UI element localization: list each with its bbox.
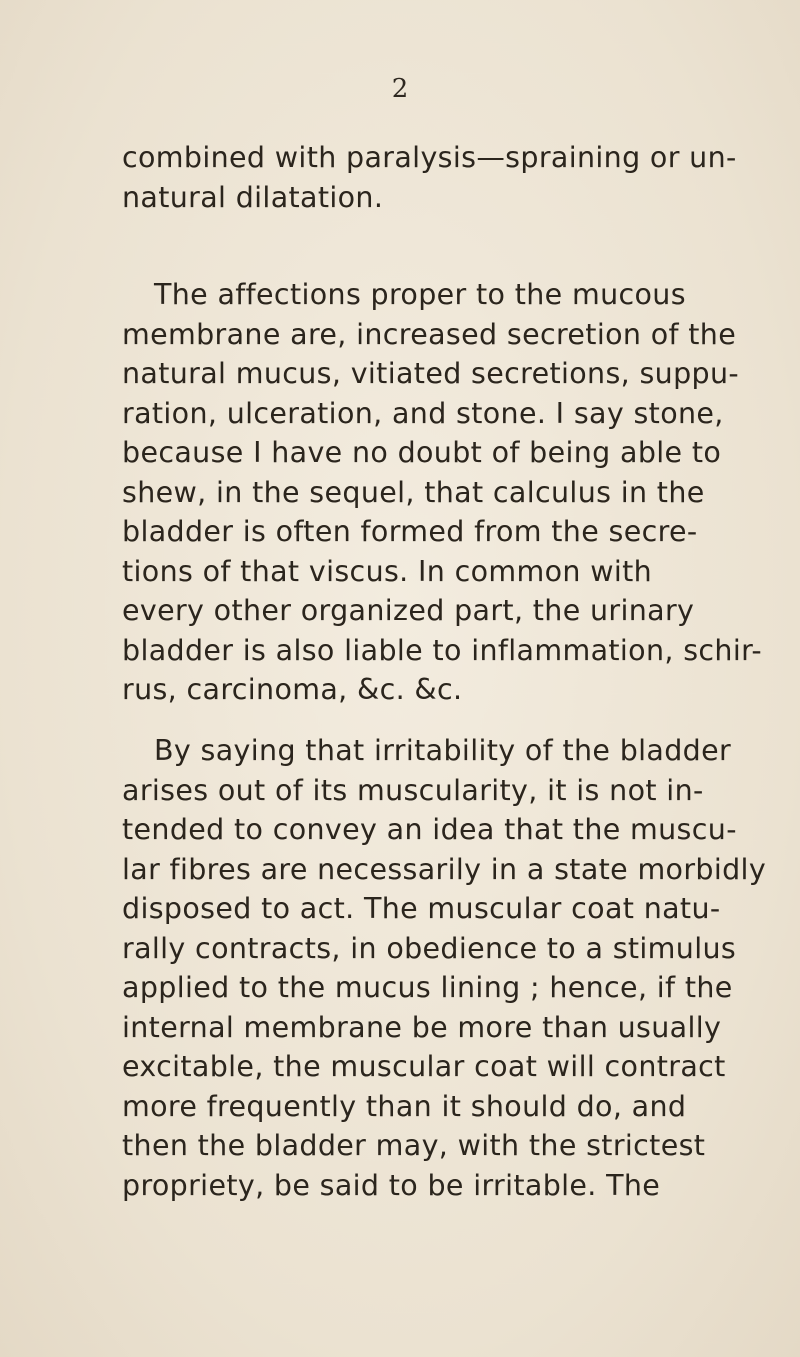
text-line: then the bladder may, with the strictest: [122, 1129, 706, 1162]
text-line: disposed to act. The muscular coat natu-: [122, 892, 721, 925]
text-line: By saying that irritability of the bladder: [154, 734, 732, 767]
text-line: bladder is often formed from the secre-: [122, 515, 698, 548]
text-line: arises out of its muscularity, it is not in-: [122, 773, 704, 807]
text-line: combined with paralysis—spraining or un-: [122, 141, 737, 174]
text-line: bladder is also liable to inflammation, schir-: [122, 633, 762, 667]
text-line: more frequently than it should do, and: [122, 1089, 687, 1123]
paragraph-2: [122, 275, 800, 710]
text-line: tended to convey an idea that the muscu-: [122, 813, 737, 846]
text-line: shew, in the sequel, that calculus in the: [122, 475, 705, 509]
text-line: tions of that viscus. In common with: [122, 554, 653, 588]
text-line: rally contracts, in obedience to a stimulus: [122, 931, 737, 965]
page-number: 2: [391, 74, 409, 104]
text-line: excitable, the muscular coat will contract: [122, 1050, 726, 1083]
text-line: rus, carcinoma, &c. &c.: [122, 673, 463, 706]
text-line: internal membrane be more than usually: [122, 1010, 722, 1044]
text-line: ration, ulceration, and stone. I say stone,: [122, 396, 724, 430]
paragraph-1: [122, 138, 800, 217]
text-line: because I have no doubt of being able to: [122, 436, 722, 469]
text-line: natural mucus, vitiated secretions, suppu-: [122, 357, 740, 390]
text-line: propriety, be said to be irritable. The: [122, 1168, 661, 1202]
text-line: The affections proper to the mucous: [154, 278, 686, 311]
text-line: membrane are, increased secretion of the: [122, 317, 737, 351]
text-line: every other organized part, the urinary: [122, 594, 695, 627]
text-line: applied to the mucus lining ; hence, if the: [122, 971, 733, 1004]
text-line: natural dilatation.: [122, 180, 384, 214]
text-line: lar fibres are necessarily in a state morbidly: [122, 852, 767, 886]
paragraph-3: [122, 731, 800, 1205]
